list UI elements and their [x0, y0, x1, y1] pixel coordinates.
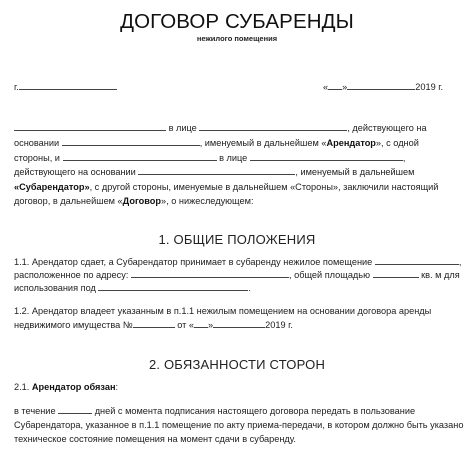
preamble-line-3 [14, 152, 405, 164]
preamble-text: , именуемый в дальнейшем [295, 167, 415, 177]
contract-number-blank [133, 319, 175, 328]
preamble-text: в лице [219, 153, 248, 163]
contract-day-blank [194, 319, 208, 328]
clause-1-1-line-3 [14, 282, 251, 294]
clause-text: » [208, 320, 214, 330]
date-quote-open: « [323, 82, 329, 92]
party2-basis-blank [138, 166, 295, 175]
city-prefix: г. [14, 82, 19, 92]
clause-text: недвижимого имущества № [14, 320, 133, 330]
clause-1-1-line-1 [14, 256, 461, 268]
term-contract: Договор [122, 196, 162, 206]
clause-2-1-heading [14, 381, 118, 393]
clause-text: в течение [14, 406, 56, 416]
days-blank [58, 405, 92, 414]
clause-text: кв. м для [421, 270, 460, 280]
clause-2-1-line-1 [14, 405, 415, 417]
clause-number: 2.1. [14, 382, 32, 392]
preamble-line-5 [14, 181, 438, 193]
preamble-line-6 [14, 195, 254, 207]
date-line [323, 81, 443, 93]
party1-name-blank [14, 122, 166, 131]
day-blank [328, 81, 342, 90]
clause-text: от « [177, 320, 195, 330]
clause-text: : [115, 382, 119, 392]
clause-text: , [458, 257, 462, 267]
document-title: ДОГОВОР СУБАРЕНДЫ [120, 10, 354, 33]
clause-text: . [248, 283, 251, 293]
clause-1-1-line-2 [14, 269, 460, 281]
area-blank [373, 269, 419, 278]
preamble-text: действующего на основании [14, 167, 136, 177]
clause-2-1-line-2 [14, 419, 463, 431]
month-blank [347, 81, 415, 90]
city-line [14, 81, 117, 93]
preamble-text: , именуемый в дальнейшем « [199, 138, 327, 148]
clause-text: техническое состояние помещения на момент сдачи в субаренду. [14, 434, 296, 444]
clause-text: расположенное по адресу: [14, 270, 129, 280]
clause-text: 2019 г. [265, 320, 293, 330]
party1-basis-blank [62, 137, 200, 146]
clause-1-2-line-1 [14, 305, 431, 317]
party2-name-blank [63, 152, 217, 161]
term-sublessee: «Субарендатор» [14, 182, 90, 192]
preamble-text: , действующего на [347, 123, 427, 133]
city-blank [19, 81, 117, 90]
clause-text: 1.2. Арендатор владеет указанным в п.1.1 нежилым помещением на основании договора аренды [14, 306, 432, 316]
date-year: 2019 г. [415, 82, 444, 92]
section-2-heading: 2. ОБЯЗАННОСТИ СТОРОН [148, 357, 326, 372]
preamble-text: стороны, и [14, 153, 60, 163]
contract-month-blank [213, 319, 265, 328]
preamble-line-1 [14, 122, 427, 134]
preamble-text: , [402, 153, 406, 163]
date-quote-close: » [342, 82, 348, 92]
preamble-text: в лице [168, 123, 197, 133]
clause-text: 1.1. Арендатор сдает, а Субарендатор принимает в субаренду нежилое помещение [14, 257, 373, 267]
party1-rep-blank [199, 122, 347, 131]
usage-blank [98, 282, 248, 291]
party2-rep-blank [250, 152, 403, 161]
preamble-text: », о нижеследующем: [161, 196, 254, 206]
clause-text: дней с момента подписания настоящего договора передать в пользование [94, 406, 416, 416]
clause-text: , общей площадью [288, 270, 370, 280]
clause-2-1-title: Арендатор обязан [31, 382, 116, 392]
preamble-text: , с другой стороны, именуемые в дальнейшем «Стороны», заключили настоящий [89, 182, 439, 192]
preamble-line-2 [14, 137, 419, 149]
clause-2-1-line-3 [14, 433, 296, 445]
preamble-line-4 [14, 166, 414, 178]
term-lessee: Арендатор [326, 138, 376, 148]
section-1-heading: 1. ОБЩИЕ ПОЛОЖЕНИЯ [158, 232, 316, 247]
premises-blank [375, 256, 459, 265]
preamble-text: », с одной [375, 138, 419, 148]
document-subtitle: нежилого помещения [196, 34, 278, 43]
preamble-text: договор, в дальнейшем « [14, 196, 123, 206]
preamble-text: основании [14, 138, 60, 148]
clause-text: Субарендатора, указанное в п.1.1 помещение по акту приема-передачи, в котором должно быть указано [14, 420, 464, 430]
clause-text: использования под [14, 283, 96, 293]
clause-1-2-line-2 [14, 319, 293, 331]
address-blank [131, 269, 289, 278]
